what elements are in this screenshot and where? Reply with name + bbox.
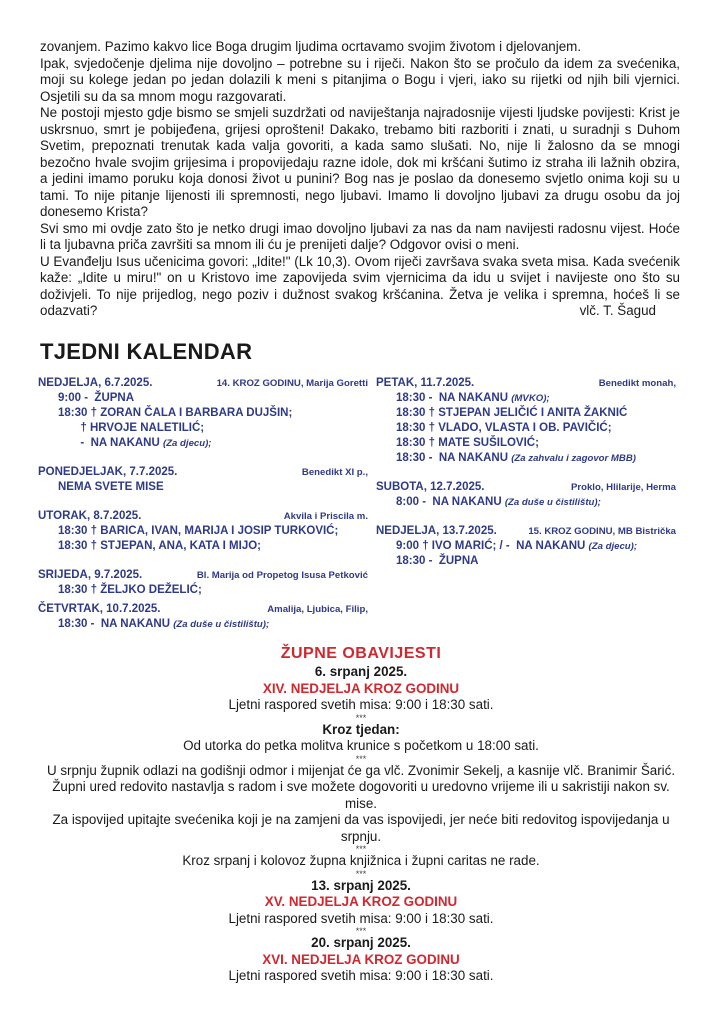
mass-entry [376, 495, 676, 510]
notice-schedule: Ljetni raspored svetih misa: 9:00 i 18:30 sati. [228, 697, 494, 712]
mass-entry [38, 539, 368, 554]
mass-entry-note: (Za zahvalu i zagovor MBB) [511, 453, 636, 464]
mass-entry-text: 18:30 † VLADO, VLASTA I OB. PAVIČIĆ; [396, 422, 612, 434]
calendar-title: TJEDNI KALENDAR [40, 339, 253, 364]
calendar-day-header [38, 568, 368, 583]
calendar-day-name: UTORAK, 8.7.2025. [38, 510, 142, 522]
notice-sunday: XVI. NEDJELJA KROZ GODINU [262, 951, 460, 967]
mass-entry [376, 554, 676, 569]
calendar-day-header [376, 376, 676, 391]
mass-entry-note: (Za djecu); [163, 438, 212, 449]
intro-last-paragraph: U Evanđelju Isus učenicima govori: „Idite!" (Lk 10,3). Ovom riječi završava svaka sveta misa. Kada svećenik kaže: „Idite u miru!" on u Kristovo ime zapovijeda svim vjernicima da idu u svijet i navijeste ono što su doživjeli. To nije prijedlog, nego poziv i dužnost svakog kršćanina. Žetva je velika i spremna, hoćeš li se odazvati? [40, 253, 680, 318]
notice-library: Kroz srpanj i kolovoz župna knjižnica i župni caritas ne rade. [182, 853, 540, 868]
intro-paragraph: zovanjem. Pazimo kakvo lice Boga drugim ljudima ocrtavamo svojim životom i djelovanjem. [40, 39, 582, 54]
mass-entry-text: - NA NAKANU [58, 437, 163, 449]
notice-confession: Za ispovijed upitajte svećenika koji je na zamjeni da vas ispovijedi, jer neće biti redovitog ispovijedanja u srpnju. [52, 812, 670, 844]
mass-entry-text: 18:30 - NA NAKANU [396, 452, 512, 464]
calendar-day-name: NEDJELJA, 6.7.2025. [38, 377, 153, 389]
calendar-left-column [38, 376, 368, 632]
calendar-day [38, 568, 368, 598]
mass-entry-text: 18:30 † ZORAN ČALA I BARBARA DUJŠIN; [58, 407, 293, 419]
mass-entry-text: 18:30 † BARICA, IVAN, MARIJA I JOSIP TURKOVIĆ; [58, 525, 339, 537]
calendar-day-name: PETAK, 11.7.2025. [376, 377, 475, 389]
mass-entry [38, 421, 368, 436]
calendar-day-saint: Akvila i Priscila m. [283, 511, 368, 522]
mass-entry-text: 18:30 - NA NAKANU [396, 392, 512, 404]
calendar-day-name: NEDJELJA, 13.7.2025. [376, 525, 497, 537]
mass-entry-text: 18:30 † STJEPAN JELIČIĆ I ANITA ŽAKNIĆ [396, 407, 628, 419]
separator-stars: *** [355, 753, 367, 764]
separator-stars: *** [355, 868, 367, 879]
calendar-day [38, 376, 368, 451]
mass-entry [38, 524, 368, 539]
separator-stars: *** [355, 712, 367, 723]
calendar-day [38, 509, 368, 554]
mass-entry [38, 583, 368, 598]
calendar-day [38, 602, 368, 632]
calendar-day-header [38, 509, 368, 524]
mass-entry [38, 391, 368, 406]
mass-entry-text: 18:30 † STJEPAN, ANA, KATA I MIJO; [58, 540, 261, 552]
parish-notices [36, 644, 686, 985]
calendar-day-header [38, 376, 368, 391]
calendar-day [38, 465, 368, 495]
calendar-day-name: SRIJEDA, 9.7.2025. [38, 569, 143, 581]
mass-entry-text: 8:00 - NA NAKANU [396, 496, 505, 508]
notice-week-label: Kroz tjedan: [322, 721, 400, 737]
mass-entry [376, 539, 676, 554]
mass-entry-text: 18:30 † ŽELJKO DEŽELIĆ; [58, 584, 202, 596]
signature: vlč. T. Šagud [579, 303, 656, 318]
notices-title: ŽUPNE OBAVIJESTI [280, 645, 442, 662]
mass-entry-text: 9:00 - ŽUPNA [58, 392, 135, 404]
mass-entry-note: (Za djecu); [588, 541, 638, 552]
separator-stars: *** [355, 926, 367, 936]
calendar-right-column [376, 376, 676, 569]
intro-paragraph: Svi smo mi ovdje zato što je netko drugi imao dovoljno ljubavi za nas da nam navijesti radosnu vijest. Hoće li ta ljubavna priča završiti sa mnom ili ću je prenijeti dalje? Odgovor ovisi o meni. [40, 220, 680, 252]
notice-schedule: Ljetni raspored svetih misa: 9:00 i 18:30 sati. [228, 968, 494, 983]
calendar-day-saint: 14. KROZ GODINU, Marija Goretti [216, 378, 368, 389]
intro-text [40, 39, 680, 320]
mass-entry-note: (Za duše u čistilištu); [504, 497, 601, 508]
calendar-day-name: PONEDJELJAK, 7.7.2025. [38, 466, 178, 478]
calendar-day-header [376, 480, 676, 495]
mass-entry-text: † HRVOJE NALETILIĆ; [58, 422, 205, 434]
calendar-day [376, 480, 676, 510]
mass-entry [376, 451, 676, 466]
mass-entry [38, 436, 368, 451]
notice-sunday: XIV. NEDJELJA KROZ GODINU [262, 680, 460, 696]
mass-entry [376, 436, 676, 451]
mass-entry [38, 406, 368, 421]
calendar-day-name: ČETVRTAK, 10.7.2025. [38, 603, 161, 615]
mass-entry [38, 480, 368, 495]
intro-paragraph [40, 254, 680, 320]
calendar-day-header [376, 524, 676, 539]
notice-vacation: U srpnju župnik odlazi na godišnji odmor i mijenjat će ga vlč. Zvonimir Sekelj, a kasnije vlč. Branimir Šarić. Župni ured redovito nastavlja s radom i sve možete dogovoriti u uredovno vrijeme ili u sakristiji nakon sv. mise. [46, 762, 676, 811]
calendar-day-saint: Proklo, Hlilarije, Herma [570, 482, 676, 493]
intro-paragraph: Ne postoji mjesto gdje bismo se smjeli suzdržati od naviještanja najradosnije vijesti ljudske povijesti: Krist je uskrsnuo, smrt je pobijeđena, grijesi oprošteni! Dakako, trebamo biti razboriti i znati, u suradnji s Duhom Svetim, prepoznati trenutak kada valja govoriti, a kada samo slušati. No, nije li žalosno da se mnogi bezočno hvale svojim grijesima i propovijedaju razne idole, dok mi kršćani šutimo iz straha ili lažnih obzira, a jedini imamo poruku koja donosi život u punini? Bog nas je poslao da donesemo svjetlo onima koji su u tami. To nije pitanje lijenosti ili spremnosti, nego ljubavi. Imamo li dovoljno ljubavi za drugu osobu da joj donesemo Krista? [40, 105, 680, 219]
mass-entry-text: 18:30 - ŽUPNA [396, 555, 479, 567]
mass-entry [376, 391, 676, 406]
mass-entry-text: NEMA SVETE MISE [58, 481, 164, 493]
calendar-day-saint: 15. KROZ GODINU, MB Bistrička [528, 526, 676, 537]
mass-entry-text: 9:00 † IVO MARIĆ; / - NA NAKANU [396, 540, 589, 552]
calendar-day-name: SUBOTA, 12.7.2025. [376, 481, 485, 493]
calendar-day [376, 376, 676, 466]
notice-week-text: Od utorka do petka molitva krunice s početkom u 18:00 sati. [183, 738, 539, 753]
notice-date: 13. srpanj 2025. [311, 877, 411, 893]
intro-paragraph: Ipak, svjedočenje djelima nije dovoljno – potrebne su i riječi. Nakon što se pročulo da idem za svećenika, moji su kolege jedan po jedan dolazili k meni s pitanjima o Bogu i vjeri, iako su rijetki od njih bili vjernici. Osjetili su da sa mnom mogu razgovarati. [40, 55, 680, 104]
mass-entry [38, 617, 368, 632]
mass-entry [376, 406, 676, 421]
mass-entry-text: 18:30 † MATE SUŠILOVIĆ; [396, 437, 539, 449]
calendar-day-header [38, 465, 368, 480]
calendar-day-header [38, 602, 368, 617]
calendar-day-saint: Bl. Marija od Propetog Isusa Petković [196, 570, 368, 581]
notice-date: 20. srpanj 2025. [311, 935, 411, 950]
mass-entry-note: (MVKO); [511, 393, 550, 404]
notice-schedule: Ljetni raspored svetih misa: 9:00 i 18:30 sati. [228, 910, 494, 926]
mass-entry [376, 421, 676, 436]
calendar-day-saint: Benedikt monah, [598, 378, 676, 389]
mass-entry-text: 18:30 - NA NAKANU [58, 618, 174, 630]
calendar-day-saint: Amalija, Ljubica, Filip, [267, 604, 368, 615]
mass-entry-note: (Za duše u čistilištu); [173, 619, 270, 630]
separator-stars: *** [355, 844, 367, 854]
notice-date: 6. srpanj 2025. [314, 664, 408, 679]
calendar-day [376, 524, 676, 569]
calendar-day-saint: Benedikt XI p., [301, 467, 368, 478]
notice-sunday: XV. NEDJELJA KROZ GODINU [264, 894, 458, 909]
